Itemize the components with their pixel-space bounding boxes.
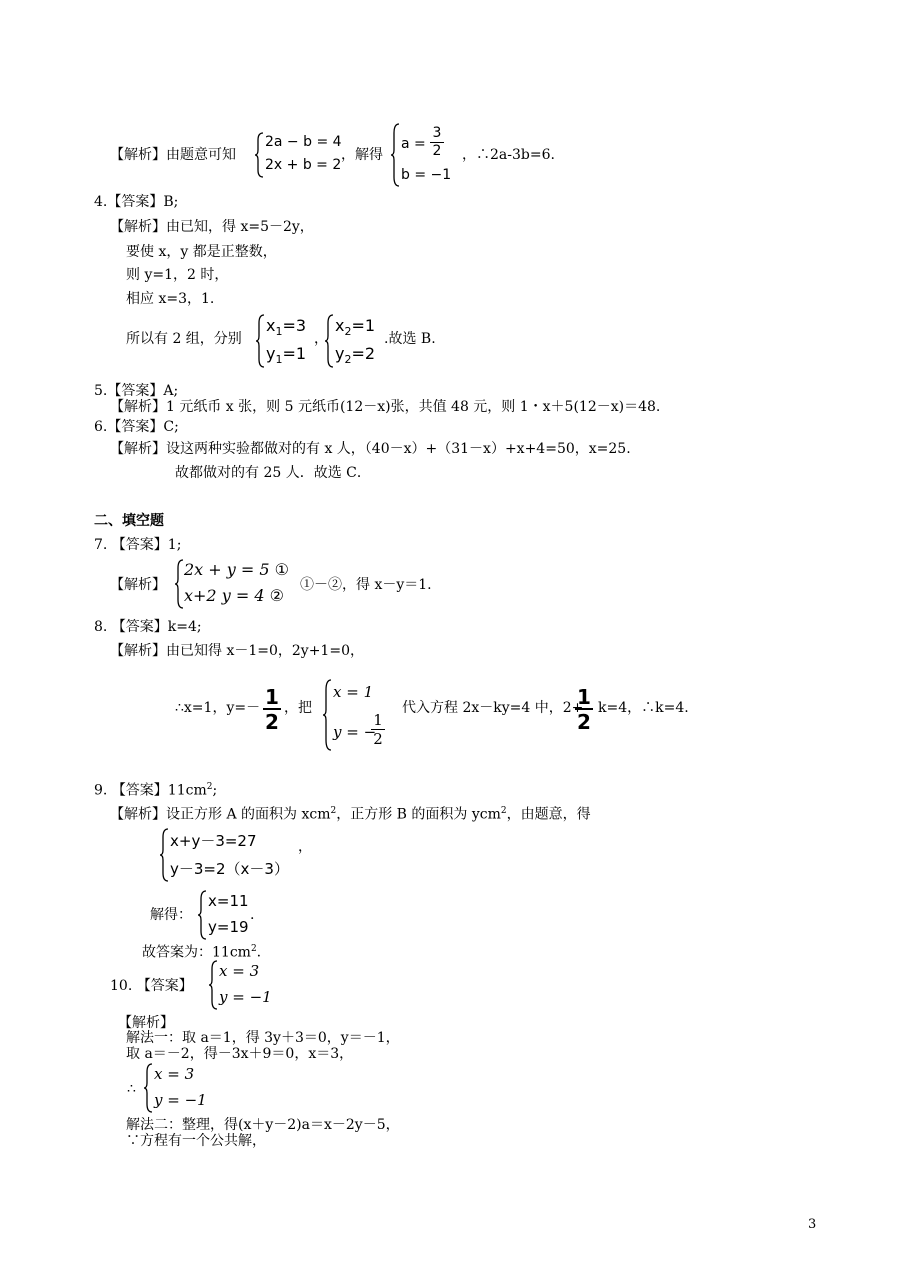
- q6-analysis-line2: 故都做对的有 25 人．故选 C．: [175, 465, 371, 481]
- q7-analysis-tail: ①－②，得 x－y＝1.: [300, 577, 432, 593]
- q4-analysis-line1: 【解析】由已知，得 x=5－2y，: [110, 219, 314, 235]
- brace-icon: [208, 960, 218, 1010]
- q3-sys1-row2: 2x + b = 2: [265, 157, 342, 173]
- q4-system-1: [255, 314, 317, 368]
- variable: y: [335, 344, 345, 363]
- equation: 2x + y = 5: [184, 560, 270, 579]
- q8-system: [322, 679, 394, 751]
- brace-icon: [255, 314, 265, 368]
- q4-system-2: [324, 314, 386, 368]
- q8-fraction-1: [263, 686, 281, 734]
- circled-mark: ②: [269, 586, 284, 605]
- q7-analysis-prefix: 【解析】: [110, 577, 166, 593]
- brace-icon: [324, 314, 334, 368]
- q6-answer: 6.【答案】C;: [94, 419, 179, 435]
- q9-sol-row2: y=19: [208, 918, 249, 936]
- q10-t-row2: y = −1: [154, 1091, 207, 1109]
- fraction-numerator: 1: [373, 711, 383, 729]
- superscript: 2: [206, 782, 213, 792]
- brace-icon: [322, 679, 332, 751]
- q10-answer-system: [208, 960, 278, 1010]
- value: =1: [282, 344, 307, 363]
- text: 故答案为：11cm: [142, 944, 251, 961]
- q4-separator: ，: [314, 331, 328, 347]
- fraction-numerator: 1: [577, 685, 591, 709]
- q10-therefore: ∴: [127, 1081, 136, 1097]
- q10-method2-line1: 解法二：整理，得(x＋y－2)a＝x－2y－5，: [126, 1117, 400, 1133]
- q8-fraction-2: [575, 686, 593, 734]
- brace-icon: [159, 828, 169, 882]
- q9-sol-row1: x=11: [208, 892, 249, 910]
- variable: x: [335, 316, 345, 335]
- fraction-denominator: 2: [373, 730, 383, 748]
- text: 【解析】设正方形 A 的面积为 xcm: [110, 806, 331, 823]
- q8-sys-row1: x = 1: [333, 683, 374, 701]
- q3-sys2-a-label: a =: [401, 136, 426, 152]
- q4-analysis-line4: 相应 x=3，1.: [126, 291, 215, 307]
- subscript: 2: [344, 353, 352, 367]
- q5-analysis: 【解析】1 元纸币 x 张，则 5 元纸币(12－x)张，共值 48 元，则 1・x＋5(12－x)＝48.: [110, 399, 661, 415]
- superscript: 2: [250, 944, 257, 954]
- value: =2: [351, 344, 376, 363]
- fraction-denominator: 2: [577, 710, 591, 734]
- q9-solution-tail: .: [250, 907, 255, 923]
- q4-sys1-row1: [266, 316, 306, 338]
- q3-analysis-tail: ，∴2a-3b=6.: [462, 147, 555, 163]
- q9-answer: [94, 778, 217, 800]
- q3-sys1-row1: 2a − b = 4: [265, 134, 342, 150]
- fraction-denominator: 2: [265, 710, 279, 734]
- q10-answer: 10. 【答案】: [110, 978, 193, 994]
- value: =3: [282, 316, 307, 335]
- variable: y: [266, 344, 276, 363]
- q9-solution-system: [197, 890, 257, 940]
- text: ，由题意，得: [506, 806, 591, 823]
- answer-text: 9. 【答案】11cm: [94, 782, 207, 799]
- subscript: 1: [275, 325, 283, 339]
- q8-answer: 8. 【答案】k=4;: [94, 619, 202, 635]
- q9-sys-row1: x+y－3=27: [170, 832, 257, 850]
- q4-analysis-line3: 则 y=1，2 时，: [126, 267, 229, 283]
- q10-t-row1: x = 3: [154, 1065, 195, 1083]
- q3-sys2-row2: b = −1: [401, 167, 452, 183]
- subscript: 1: [275, 353, 283, 367]
- subscript: 2: [344, 325, 352, 339]
- q9-system: [159, 828, 299, 882]
- superscript: 2: [500, 806, 507, 816]
- q8-part2: ，把: [284, 700, 312, 716]
- fraction-numerator: 3: [432, 125, 442, 141]
- brace-icon: [174, 559, 184, 609]
- q4-analysis-line5-tail: .故选 B.: [384, 331, 436, 347]
- q3-system-2: [390, 123, 460, 187]
- superscript: 2: [330, 806, 337, 816]
- q9-analysis-line1: [110, 802, 591, 824]
- q3-sys2-fraction: [430, 125, 444, 160]
- q8-part3: 代入方程 2x－ky=4 中，2+: [402, 700, 584, 716]
- brace-icon: [143, 1063, 153, 1113]
- q9-sys-row2: y－3=2（x－3）: [170, 860, 289, 878]
- q4-sys2-row2: [335, 344, 375, 366]
- q4-sys2-row1: [335, 316, 375, 338]
- q4-analysis-line5-prefix: 所以有 2 组，分别: [126, 331, 242, 347]
- q8-part4: k=4，∴k=4.: [598, 700, 689, 716]
- section-heading: 二、填空题: [94, 513, 164, 529]
- q10-method1-line1: 解法一：取 a＝1，得 3y＋3＝0，y＝－1，: [126, 1030, 400, 1046]
- q10-analysis-label: 【解析】: [118, 1015, 174, 1031]
- q6-analysis: 【解析】设这两种实验都做对的有 x 人，（40－x）+（31－x）+x+4=50，x=25.: [110, 441, 631, 457]
- q3-analysis-prefix: 【解析】由题意可知: [110, 147, 236, 163]
- brace-icon: [197, 890, 207, 940]
- q4-answer: 4.【答案】B;: [94, 194, 179, 210]
- value: =1: [351, 316, 376, 335]
- q9-solution-prefix: 解得：: [150, 907, 192, 923]
- q3-system-1: [254, 132, 344, 178]
- q10-therefore-system: [143, 1063, 213, 1113]
- q10-ans-row2: y = −1: [219, 988, 272, 1006]
- circled-mark: ①: [274, 560, 290, 579]
- answer-end: ;: [212, 782, 218, 799]
- q8-part1: ∴x=1，y=－: [175, 700, 261, 716]
- q8-sys-row2: y = −: [333, 723, 377, 741]
- q7-system: [174, 559, 289, 609]
- q7-sys-row1: [184, 560, 289, 579]
- brace-icon: [390, 123, 400, 187]
- q7-answer: 7. 【答案】1;: [94, 537, 182, 553]
- q4-analysis-line2: 要使 x，y 都是正整数，: [126, 244, 277, 260]
- equation: x+2 y = 4: [184, 586, 265, 605]
- q3-analysis-mid: ，解得: [341, 147, 383, 163]
- fraction-numerator: 1: [265, 685, 279, 709]
- q5-answer: 5.【答案】A;: [94, 383, 179, 399]
- brace-icon: [254, 132, 264, 178]
- q9-final-answer: [142, 940, 261, 962]
- variable: x: [266, 316, 276, 335]
- text: .: [256, 944, 262, 961]
- q8-analysis-line1: 【解析】由已知得 x－1=0，2y+1=0，: [110, 643, 364, 659]
- page-number: 3: [808, 1217, 817, 1232]
- q10-method1-line2: 取 a＝－2，得－3x＋9＝0，x＝3，: [126, 1046, 354, 1062]
- fraction-denominator: 2: [432, 143, 442, 159]
- text: ，正方形 B 的面积为 ycm: [336, 806, 501, 823]
- q10-method2-line2: ∵方程有一个公共解，: [126, 1133, 266, 1149]
- q9-system-tail: ，: [298, 839, 312, 855]
- q10-ans-row1: x = 3: [219, 962, 260, 980]
- q4-sys1-row2: [266, 344, 306, 366]
- q8-sys-fraction: [371, 711, 385, 748]
- q7-sys-row2: [184, 586, 284, 605]
